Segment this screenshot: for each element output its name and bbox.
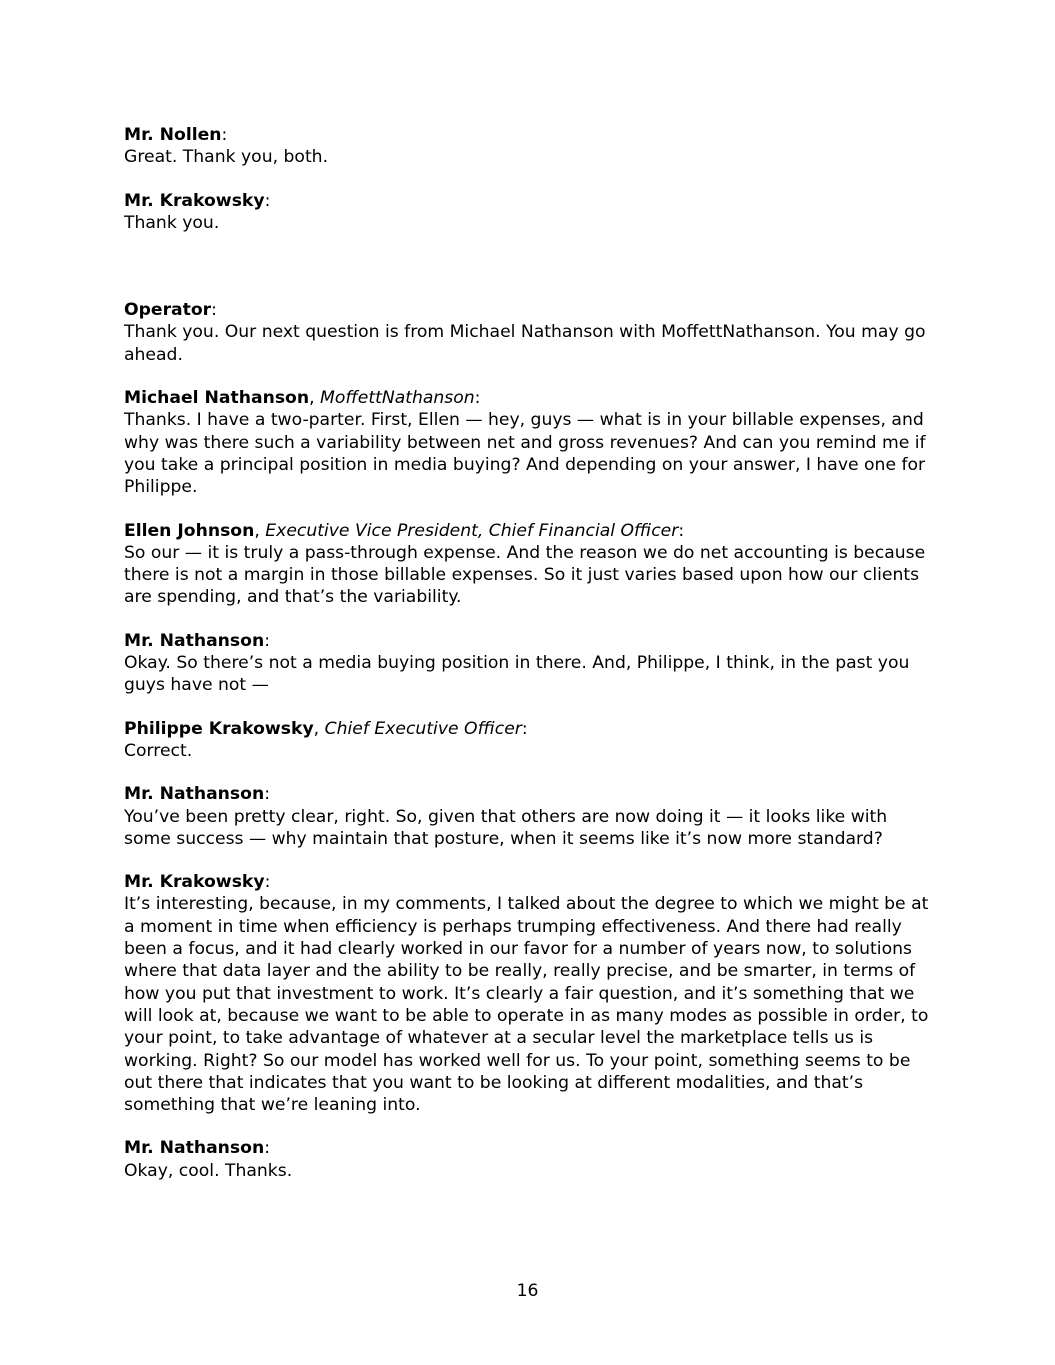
speech-text: It’s interesting, because, in my comments, I talked about the degree to which we might be at a moment in time when efficiency is perhaps trumping effectiveness. And there had really been a focus, and it had clearly worked in our favor for a number of years now, to solutions where that data layer and the ability to be really, really precise, and be smarter, in terms of how you put that investment to work. It’s clearly a fair question, and it’s something that we will look at, because we want to be able to operate in as many modes as possible in order, to your point, to take advantage of whatever at a secular level the marketplace tells us is working. Right? So our model has worked well for us. To your point, something seems to be out there that indicates that you want to be looking at different modalities, and that’s something that we’re leaning into. xyxy=(124,894,929,1116)
speaker-line: Mr. Nathanson: xyxy=(124,1138,270,1159)
turn-nathanson-3 xyxy=(124,1137,939,1182)
transcript-page xyxy=(124,124,939,1203)
turn-operator xyxy=(124,299,939,366)
speech-text: Thank you. xyxy=(124,212,220,233)
speaker-title: Executive Vice President, Chief Financial Officer xyxy=(265,520,679,541)
turn-krakowsky-thanks xyxy=(124,190,939,235)
turn-michael-nathanson xyxy=(124,387,939,498)
speaker-name: Operator xyxy=(124,300,212,321)
turn-krakowsky-answer xyxy=(124,871,939,1116)
speaker-name: Mr. Krakowsky xyxy=(124,190,265,211)
speaker-line: Mr. Nollen: xyxy=(124,125,228,145)
turn-nathanson-1 xyxy=(124,630,939,697)
turn-ellen-johnson xyxy=(124,520,939,609)
speech-text: You’ve been pretty clear, right. So, given that others are now doing it — it looks like with some success — why maintain that posture, when it seems like it’s now more standard? xyxy=(124,806,888,849)
speaker-line: Michael Nathanson, MoffettNathanson: xyxy=(124,388,481,409)
speech-text: Great. Thank you, both. xyxy=(124,147,329,168)
speaker-title: Chief Executive Officer xyxy=(324,718,522,739)
speaker-name: Mr. Krakowsky xyxy=(124,872,265,893)
speaker-name: Philippe Krakowsky xyxy=(124,718,314,739)
page-number: 16 xyxy=(516,1281,539,1301)
turn-nollen xyxy=(124,124,939,169)
speaker-name: Mr. Nathanson xyxy=(124,1138,265,1159)
speech-text: Okay, cool. Thanks. xyxy=(124,1160,293,1181)
speaker-line: Mr. Krakowsky: xyxy=(124,872,271,893)
speaker-name: Mr. Nathanson xyxy=(124,784,265,805)
speaker-line: Mr. Nathanson: xyxy=(124,630,270,651)
speaker-name: Michael Nathanson xyxy=(124,388,310,409)
turn-philippe-krakowsky xyxy=(124,718,939,763)
speech-text: So our — it is truly a pass-through expense. And the reason we do net accounting is because there is not a margin in those billable expenses. So it just varies based upon how our clients are spending, and that’s the variability. xyxy=(124,542,926,608)
speaker-name: Mr. Nathanson xyxy=(124,630,265,651)
speaker-title: MoffettNathanson xyxy=(320,388,475,409)
speaker-line: Operator: xyxy=(124,300,217,321)
speech-text: Thank you. Our next question is from Michael Nathanson with MoffettNathanson. You may go ahead. xyxy=(124,322,926,365)
turn-nathanson-2 xyxy=(124,783,939,850)
speaker-line: Philippe Krakowsky, Chief Executive Officer: xyxy=(124,718,528,739)
speech-text: Thanks. I have a two-parter. First, Ellen — hey, guys — what is in your billable expenses, and why was there such a variability between net and gross revenues? And can you remind me if you take a principal position in media buying? And depending on your answer, I have one for Philippe. xyxy=(124,410,926,498)
speech-text: Correct. xyxy=(124,740,193,761)
speech-text: Okay. So there’s not a media buying position in there. And, Philippe, I think, in the past you guys have not — xyxy=(124,653,910,696)
speaker-line: Mr. Krakowsky: xyxy=(124,190,271,211)
speaker-name: Mr. Nollen xyxy=(124,125,222,145)
speaker-line: Ellen Johnson, Executive Vice President, Chief Financial Officer: xyxy=(124,520,685,541)
speaker-name: Ellen Johnson xyxy=(124,520,255,541)
speaker-line: Mr. Nathanson: xyxy=(124,784,270,805)
